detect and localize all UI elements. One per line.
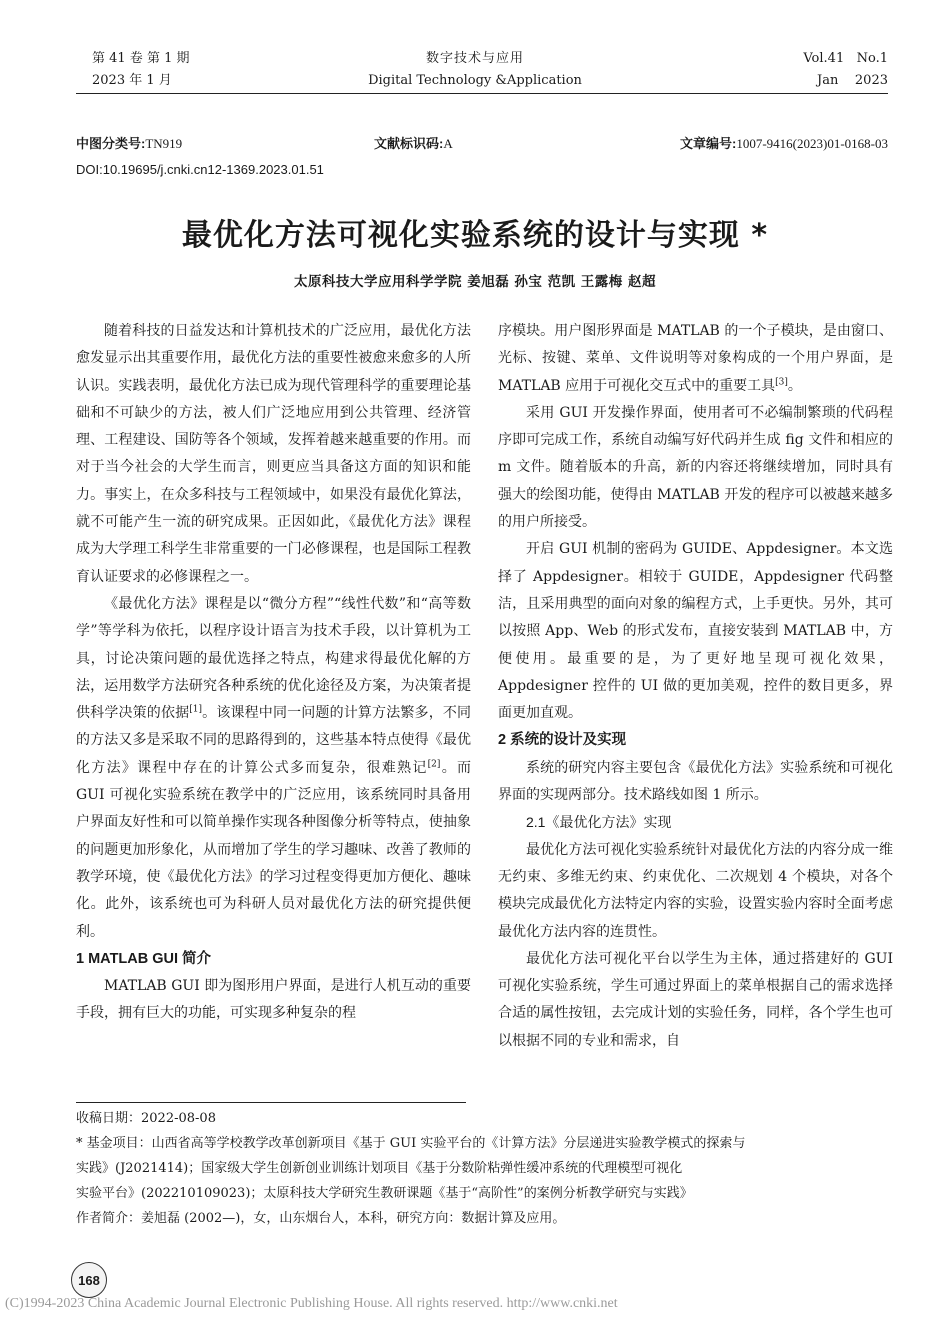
- left-column: [76, 318, 471, 1028]
- doc-code-label: 文献标识码:: [374, 136, 444, 151]
- header-journal-cn: 数字技术与应用: [425, 51, 524, 66]
- header-date-en: Jan 2023: [817, 73, 888, 88]
- text-span: 。: [787, 377, 802, 394]
- clc-value: TN919: [145, 136, 183, 151]
- footnote-author: [76, 1206, 888, 1231]
- paragraph: [76, 591, 471, 946]
- subsection-heading: 2.1《最优化方法》实现: [526, 814, 672, 831]
- paragraph: 开启 GUI 机制的密码为 GUIDE、Appdesigner。本文选择了 Appdesigner。相较于 GUIDE，Appdesigner 代码整洁，且采用典型的面向对象的编程方式，上手更快。另外，其可以按照 App、Web 的形式发布，直接安装到 MATLAB 中，方便使用。最重要的是，为了更好地呈现可视化效果，Appdesigner 控件的 UI 做的更加美观，控件的数目更多，界面更加直观。: [498, 541, 893, 722]
- citation-ref: [2]: [427, 759, 441, 770]
- fund-label: * 基金项目：: [76, 1136, 152, 1151]
- paragraph: [498, 318, 893, 400]
- footnote-fund: [76, 1131, 888, 1156]
- copyright-notice: (C)1994-2023 China Academic Journal Electronic Publishing House. All rights reserved. http://www.cnki.net: [5, 1296, 618, 1311]
- fund-line: 实验平台》(202210109023)；太原科技大学研究生教研课题《基于“高阶性”的案例分析教学研究与实践》: [76, 1186, 693, 1201]
- footnote-rule: [76, 1102, 466, 1103]
- doc-code: [374, 134, 453, 154]
- paragraph: 最优化方法可视化平台以学生为主体，通过搭建好的 GUI 可视化实验系统，学生可通过界面上的菜单根据自己的需求选择合适的属性按钮，去完成计划的实验任务，同样，各个学生也可以根据不同的专业和需求，自: [498, 950, 893, 1049]
- article-title: 最优化方法可视化实验系统的设计与实现 *: [181, 218, 769, 253]
- clc-label: 中图分类号:: [76, 136, 146, 151]
- section-heading: 1 MATLAB GUI 简介: [76, 950, 212, 967]
- author-bio-label: 作者简介：: [76, 1211, 142, 1226]
- doc-code-value: A: [443, 136, 453, 151]
- paragraph: 随着科技的日益发达和计算机技术的广泛应用，最优化方法愈发显示出其重要作用，最优化方法的重要性被愈来愈多的人所认识。实践表明，最优化方法已成为现代管理科学的重要理论基础和不可缺少的方法，被人们广泛地应用到公共管理、经济管理、工程建设、国防等各个领域，发挥着越来越重要的作用。而对于当今社会的大学生而言，则更应当具备这方面的知识和能力。事实上，在众多科技与工程领域中，如果没有最优化算法，就不可能产生一流的研究成果。正因如此，《最优化方法》课程成为大学理工科学生非常重要的一门必修课程，也是国际工程教育认证要求的必修课程之一。: [76, 323, 471, 585]
- paragraph: 采用 GUI 开发操作界面，使用者可不必编制繁琐的代码程序即可完成工作，系统自动编写好代码并生成 fig 文件和相应的 m 文件。随着版本的升高，新的内容还将继续增加，同时具有强大的绘图功能，使得由 MATLAB 开发的程序可以被越来越多的用户所接受。: [498, 404, 893, 531]
- header-volume-en: Vol.41 No.1: [803, 51, 888, 66]
- text-span: 。该课程中同一问题的计算方法繁多，不同的方法又多是采取不同的思路得到的，这些基本特点使得《最优化方法》课程中存在的计算公式多而复杂，很难熟记: [76, 705, 472, 776]
- paragraph: 系统的研究内容主要包含《最优化方法》实验系统和可视化界面的实现两部分。技术路线如图 1 所示。: [498, 759, 893, 804]
- header-rule: [76, 93, 888, 94]
- header-journal-en: Digital Technology &Application: [368, 73, 582, 88]
- citation-ref: [3]: [775, 376, 788, 387]
- fund-line: 山西省高等学校教学改革创新项目《基于 GUI 实验平台的《计算方法》分层递进实验教学模式的探索与: [151, 1136, 746, 1151]
- author-bio-value: 姜旭磊 (2002—)，女，山东烟台人，本科，研究方向：数据计算及应用。: [141, 1211, 566, 1226]
- page-number: 168: [71, 1262, 107, 1298]
- received-label: 收稿日期：: [76, 1111, 142, 1126]
- paragraph: MATLAB GUI 即为图形用户界面，是进行人机互动的重要手段，拥有巨大的功能，可实现多种复杂的程: [76, 978, 471, 1022]
- article-number: [620, 134, 888, 154]
- paragraph: 最优化方法可视化实验系统针对最优化方法的内容分成一维无约束、多维无约束、约束优化、二次规划 4 个模块，对各个模块完成最优化方法特定内容的实验，设置实验内容时全面考虑最优化方法内容的连贯性。: [498, 841, 893, 940]
- received-value: 2022-08-08: [141, 1111, 216, 1126]
- author-line: 太原科技大学应用科学学院 姜旭磊 孙宝 范凯 王露梅 赵超: [294, 274, 656, 290]
- header-date-cn: 2023 年 1 月: [92, 73, 172, 88]
- right-column: [498, 318, 893, 1055]
- section-heading: 2 系统的设计及实现: [498, 732, 627, 749]
- article-no-label: 文章编号:: [680, 136, 737, 151]
- doi: DOI:10.19695/j.cnki.cn12-1369.2023.01.51: [76, 162, 324, 177]
- header-volume-cn: 第 41 卷 第 1 期: [92, 51, 190, 66]
- article-no-value: 1007-9416(2023)01-0168-03: [736, 136, 888, 151]
- text-span: 。而 GUI 可视化实验系统在教学中的广泛应用，该系统同时具备用户界面友好性和可以简单操作实现各种图像分析等特点，使抽象的问题更加形象化，从而增加了学生的学习趣味、改善了教师的教学环境，使《最优化方法》的学习过程变得更加方便化、趣味化。此外，该系统也可为科研人员对最优化方法的研究提供便利。: [76, 759, 472, 940]
- text-span: 序模块。用户图形界面是 MATLAB 的一个子模块，是由窗口、光标、按键、菜单、文件说明等对象构成的一个用户界面，是 MATLAB 应用于可视化交互式中的重要工具: [498, 323, 893, 394]
- footnote-received: [76, 1106, 888, 1131]
- fund-line: 实践》(J2021414)；国家级大学生创新创业训练计划项目《基于分数阶粘弹性缓冲系统的代理模型可视化: [76, 1161, 683, 1176]
- text-span: 《最优化方法》课程是以“微分方程”“线性代数”和“高等数学”等学科为依托，以程序设计语言为技术手段，以计算机为工具，讨论决策问题的最优选择之特点，构建求得最优化解的方法，运用数学方法研究各种系统的优化途径及方案，为决策者提供科学决策的依据: [76, 595, 471, 722]
- clc-number: [76, 134, 182, 154]
- citation-ref: [1]: [189, 704, 203, 715]
